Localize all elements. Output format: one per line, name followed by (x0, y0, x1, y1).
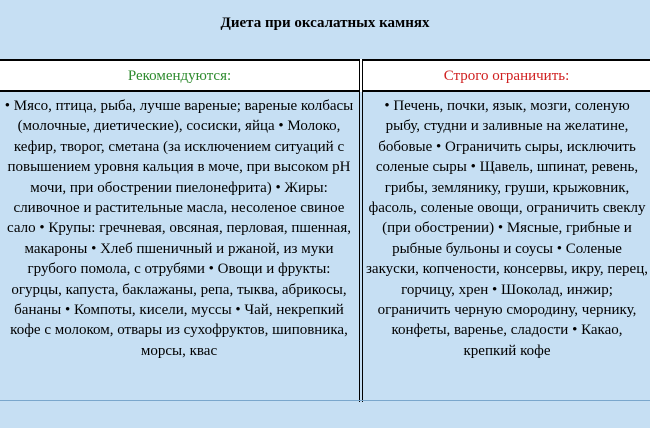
column-divider (359, 59, 363, 402)
restricted-header: Строго ограничить: (443, 68, 570, 84)
restricted-foods-text: • Печень, почки, язык, мозги, соленую рыбу, студни и заливные на желатине, бобовые • Ограничить сыры, исключить соленые сыры • Щавель, шпинат, ревень, грибы, землянику, груши, крыжовник, фасоль, соленые овощи, ограничить свеклу (при обострении) • Мясные, грибные и рыбные бульоны и соусы • Соленые закуски, копчености, консервы, икру, перец, горчицу, хрен • Шоколад, инжир; ограничить черную смородину, чернику, конфеты, варенье, сладости • Какао, крепкий кофе (366, 98, 648, 359)
page-title: Диета при оксалатных камнях (220, 15, 430, 31)
recommended-header: Рекомендуются: (127, 68, 232, 84)
column-divider-header (359, 59, 363, 92)
recommended-foods-text: • Мясо, птица, рыба, лучше вареные; вареные колбасы (молочные, диетические), сосиски, яйца • Молоко, кефир, творог, сметана (за исключением ситуаций с повышением уровня кальция в моче, при высоком pH мочи, при обострении пиелонефрита) • Жиры: сливочное и растительные масла, несоленое свиное сало • Крупы: гречневая, овсяная, перловая, пшенная, макароны • Хлеб пшеничный и ржаной, из муки грубого помола, с отрубями • Овощи и фрукты: огурцы, капуста, баклажаны, репа, тыква, абрикосы, бананы • Компоты, кисели, муссы • Чай, некрепкий кофе с молоком, отвары из сухофруктов, шиповника, морсы, квас (4, 98, 354, 359)
table-bottom-border (0, 400, 650, 401)
table-header-row (0, 59, 650, 92)
